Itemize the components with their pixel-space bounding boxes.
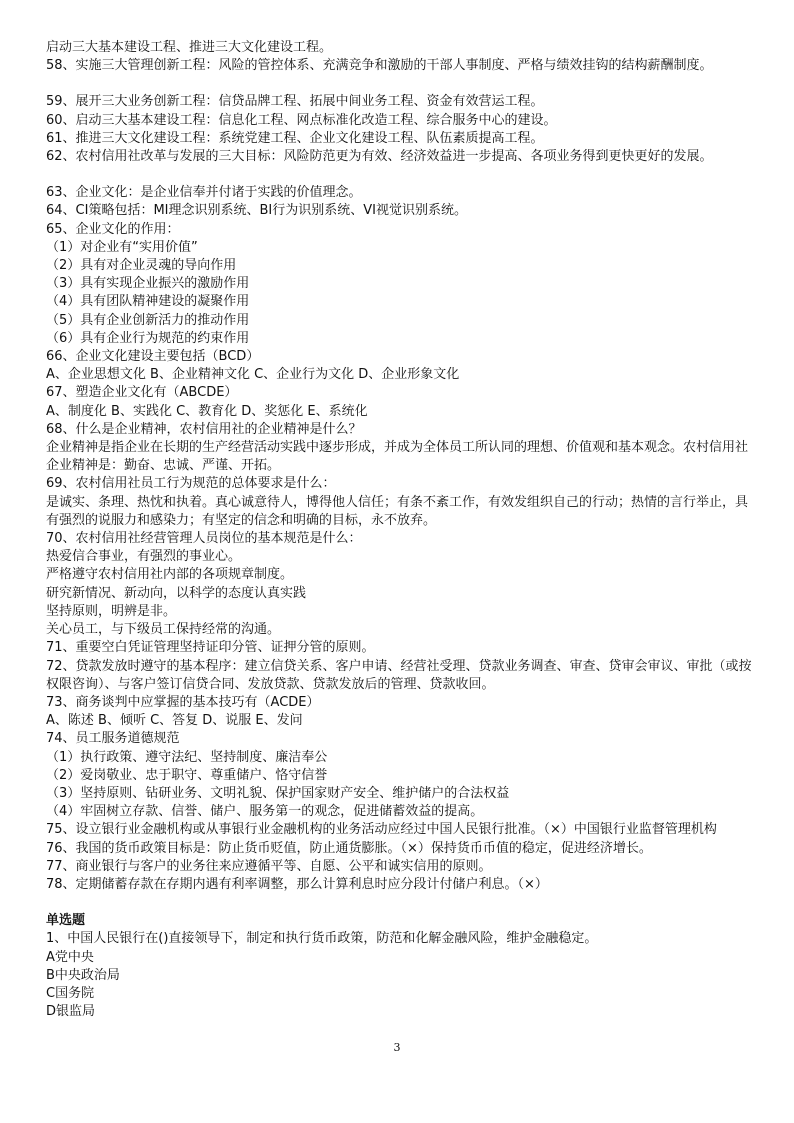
text-line: 78、定期储蓄存款在存期内遇有利率调整，那么计算利息时应分段计付储户利息。（×） xyxy=(46,876,548,892)
text-line: 严格遵守农村信用社内部的各项规章制度。 xyxy=(46,567,294,583)
list-item: （4）具有团队精神建设的凝聚作用 xyxy=(46,294,250,310)
list-item: （1）执行政策、遵守法纪、坚持制度、廉洁奉公 xyxy=(46,749,328,765)
text-line: 62、农村信用社改革与发展的三大目标：风险防范更为有效、经济效益进一步提高、各项业务得到更快更好的发展。 xyxy=(46,149,713,165)
text-line: 坚持原则，明辨是非。 xyxy=(46,603,177,619)
paragraph-block-2 xyxy=(46,93,758,166)
question-block xyxy=(46,930,758,1021)
text-line: 68、什么是企业精神，农村信用社的企业精神是什么？ xyxy=(46,421,362,437)
text-line: 69、农村信用社员工行为规范的总体要求是什么： xyxy=(46,476,336,492)
text-line: 研究新情况、新动向，以科学的态度认真实践 xyxy=(46,585,307,601)
text-line: 65、企业文化的作用： xyxy=(46,221,180,237)
text-line: 61、推进三大文化建设工程：系统党建工程、企业文化建设工程、队伍素质提高工程。 xyxy=(46,130,544,146)
paragraph-block-3 xyxy=(46,184,758,894)
text-line: 70、农村信用社经营管理人员岗位的基本规范是什么： xyxy=(46,531,362,547)
text-line: A、陈述 B、倾听 C、答复 D、说服 E、发问 xyxy=(46,713,303,729)
text-line: 热爱信合事业，有强烈的事业心。 xyxy=(46,549,242,565)
text-line: 66、企业文化建设主要包括（BCD） xyxy=(46,349,260,365)
list-item: （2）具有对企业灵魂的导向作用 xyxy=(46,258,237,274)
text-line: 76、我国的货币政策目标是：防止货币贬值，防止通货膨胀。（×）保持货币币值的稳定，促进经济增长。 xyxy=(46,840,652,856)
document-page xyxy=(46,39,758,1021)
text-line: 60、启动三大基本建设工程：信息化工程、网点标准化改造工程、综合服务中心的建设。 xyxy=(46,112,557,128)
text-line: 64、CI策略包括：MI理念识别系统、BI行为识别系统、VI视觉识别系统。 xyxy=(46,203,467,219)
answer-option: B中央政治局 xyxy=(46,967,120,983)
paragraph-block-1 xyxy=(46,39,758,75)
text-paragraph: 75、设立银行业金融机构或从事银行业金融机构的业务活动应经过中国人民银行批准。（×）中国银行业监督管理机构 xyxy=(46,822,717,838)
text-line: 启动三大基本建设工程、推进三大文化建设工程。 xyxy=(46,40,333,55)
text-line: 71、重要空白凭证管理坚持证印分管、证押分管的原则。 xyxy=(46,640,375,656)
text-line: 63、企业文化：是企业信奉并付诸于实践的价值理念。 xyxy=(46,185,362,201)
answer-option: D银监局 xyxy=(46,1004,96,1020)
list-item: （3）具有实现企业振兴的激励作用 xyxy=(46,276,250,292)
text-line: 73、商务谈判中应掌握的基本技巧有（ACDE） xyxy=(46,694,320,710)
text-line: 74、员工服务道德规范 xyxy=(46,731,180,747)
text-line: 58、实施三大管理创新工程：风险的管控体系、充满竞争和激励的干部人事制度、严格与绩效挂钩的结构薪酬制度。 xyxy=(46,58,713,74)
page-number: 3 xyxy=(393,1041,401,1054)
text-paragraph: 72、贷款发放时遵守的基本程序：建立信贷关系、客户申请、经营社受理、贷款业务调查、审查、贷审会审议、审批（或按权限咨询）、与客户签订信贷合同、发放贷款、贷款发放后的管理、贷款收回。 xyxy=(46,658,752,692)
text-line: 67、塑造企业文化有（ABCDE） xyxy=(46,385,238,401)
answer-option: C国务院 xyxy=(46,985,95,1001)
list-item: （1）对企业有“实用价值” xyxy=(46,239,198,255)
question-text: 1、中国人民银行在()直接领导下，制定和执行货币政策，防范和化解金融风险，维护金融稳定。 xyxy=(46,931,598,947)
text-line: A、企业思想文化 B、企业精神文化 C、企业行为文化 D、企业形象文化 xyxy=(46,367,460,383)
answer-option: A党中央 xyxy=(46,949,94,965)
list-item: （3）坚持原则、钻研业务、文明礼貌、保护国家财产安全、维护储户的合法权益 xyxy=(46,785,510,801)
text-line: A、制度化 B、实践化 C、教育化 D、奖惩化 E、系统化 xyxy=(46,403,368,419)
text-paragraph: 是诚实、条理、热忱和执着。真心诚意待人，博得他人信任；有条不紊工作，有效发组织自己的行动；热情的言行举止，具有强烈的说服力和感染力；有坚定的信念和明确的目标，永不放弃。 xyxy=(46,494,749,528)
list-item: （5）具有企业创新活力的推动作用 xyxy=(46,312,250,328)
text-paragraph: 企业精神是指企业在长期的生产经营活动实践中逐步形成，并成为全体员工所认同的理想、价值观和基本观念。农村信用社企业精神是：勤奋、忠诚、严谨、开拓。 xyxy=(46,440,749,474)
text-line: 关心员工，与下级员工保持经常的沟通。 xyxy=(46,622,281,638)
section-heading: 单选题 xyxy=(46,913,86,929)
list-item: （6）具有企业行为规范的约束作用 xyxy=(46,330,250,346)
list-item: （2）爱岗敬业、忠于职守、尊重储户、恪守信誉 xyxy=(46,767,328,783)
text-line: 59、展开三大业务创新工程：信贷品牌工程、拓展中间业务工程、资金有效营运工程。 xyxy=(46,94,544,110)
text-line: 77、商业银行与客户的业务往来应遵循平等、自愿、公平和诚实信用的原则。 xyxy=(46,858,492,874)
list-item: （4）牢固树立存款、信誉、储户、服务第一的观念，促进储蓄效益的提高。 xyxy=(46,804,484,820)
